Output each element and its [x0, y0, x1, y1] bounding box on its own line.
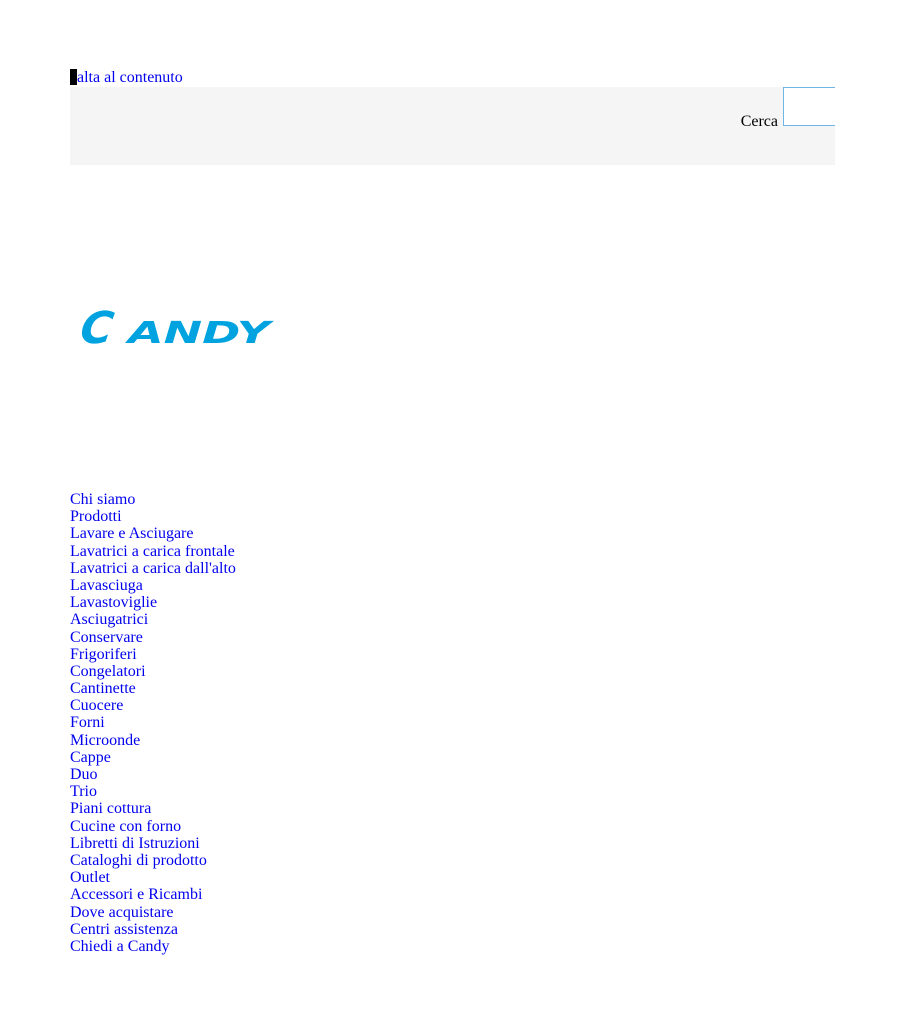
- search-label: Cerca: [740, 113, 778, 130]
- nav-link[interactable]: Lavasciuga: [70, 576, 143, 594]
- nav-item: [70, 663, 236, 680]
- nav-link[interactable]: Asciugatrici: [70, 611, 149, 629]
- nav-item: [70, 543, 236, 560]
- nav-item: [70, 852, 236, 869]
- search-input[interactable]: [783, 87, 835, 126]
- nav-item: [70, 714, 236, 731]
- skip-to-content-link[interactable]: [70, 69, 183, 87]
- nav-link[interactable]: Conservare: [70, 628, 143, 646]
- logo-letter-c: C: [77, 303, 117, 354]
- nav-link[interactable]: Lavastoviglie: [70, 594, 158, 612]
- nav-item: [70, 904, 236, 921]
- nav-item: [70, 783, 236, 800]
- skip-link-label: alta al contenuto: [77, 69, 183, 86]
- nav-link[interactable]: Piani cottura: [70, 800, 152, 818]
- nav-link[interactable]: Outlet: [70, 869, 110, 887]
- nav-link[interactable]: Chi siamo: [70, 491, 136, 508]
- logo-letters-andy: ANDY: [124, 316, 276, 351]
- nav-link[interactable]: Cuocere: [70, 697, 124, 715]
- text-cursor-caret: [70, 69, 77, 85]
- nav-item: [70, 646, 236, 663]
- nav-link[interactable]: Forni: [70, 714, 105, 732]
- nav-item: [70, 697, 236, 714]
- nav-item: [70, 818, 236, 835]
- nav-link[interactable]: Centri assistenza: [70, 920, 178, 938]
- candy-logo: [77, 303, 276, 354]
- nav-item: [70, 800, 236, 817]
- nav-item: [70, 938, 236, 955]
- nav-item: [70, 491, 236, 508]
- nav-item: [70, 766, 236, 783]
- nav-link[interactable]: Lavatrici a carica dall'alto: [70, 559, 236, 577]
- nav-item: [70, 869, 236, 886]
- nav-link[interactable]: Libretti di Istruzioni: [70, 834, 200, 852]
- nav-link[interactable]: Cappe: [70, 748, 111, 766]
- nav-link[interactable]: Congelatori: [70, 662, 146, 680]
- nav-item: [70, 749, 236, 766]
- nav-link[interactable]: Duo: [70, 766, 98, 783]
- nav-link[interactable]: Trio: [70, 783, 97, 801]
- nav-link[interactable]: Cantinette: [70, 680, 136, 698]
- nav-item: [70, 508, 236, 525]
- main-nav: [70, 491, 236, 955]
- nav-item: [70, 577, 236, 594]
- nav-link[interactable]: Lavatrici a carica frontale: [70, 542, 235, 560]
- nav-item: [70, 921, 236, 938]
- nav-item: [70, 732, 236, 749]
- nav-item: [70, 886, 236, 903]
- nav-item: [70, 835, 236, 852]
- nav-item: [70, 611, 236, 628]
- nav-item: [70, 629, 236, 646]
- nav-item: [70, 560, 236, 577]
- nav-link[interactable]: Cucine con forno: [70, 817, 182, 835]
- nav-item: [70, 594, 236, 611]
- nav-link[interactable]: Cataloghi di prodotto: [70, 851, 207, 869]
- nav-link[interactable]: Dove acquistare: [70, 903, 174, 921]
- nav-item: [70, 680, 236, 697]
- nav-link[interactable]: Prodotti: [70, 508, 122, 526]
- nav-link[interactable]: Accessori e Ricambi: [70, 886, 203, 904]
- nav-link[interactable]: Microonde: [70, 731, 141, 749]
- nav-link[interactable]: Frigoriferi: [70, 645, 137, 663]
- nav-link[interactable]: Chiedi a Candy: [70, 937, 170, 955]
- nav-link[interactable]: Lavare e Asciugare: [70, 525, 194, 543]
- header-bar: [70, 87, 835, 165]
- nav-item: [70, 525, 236, 542]
